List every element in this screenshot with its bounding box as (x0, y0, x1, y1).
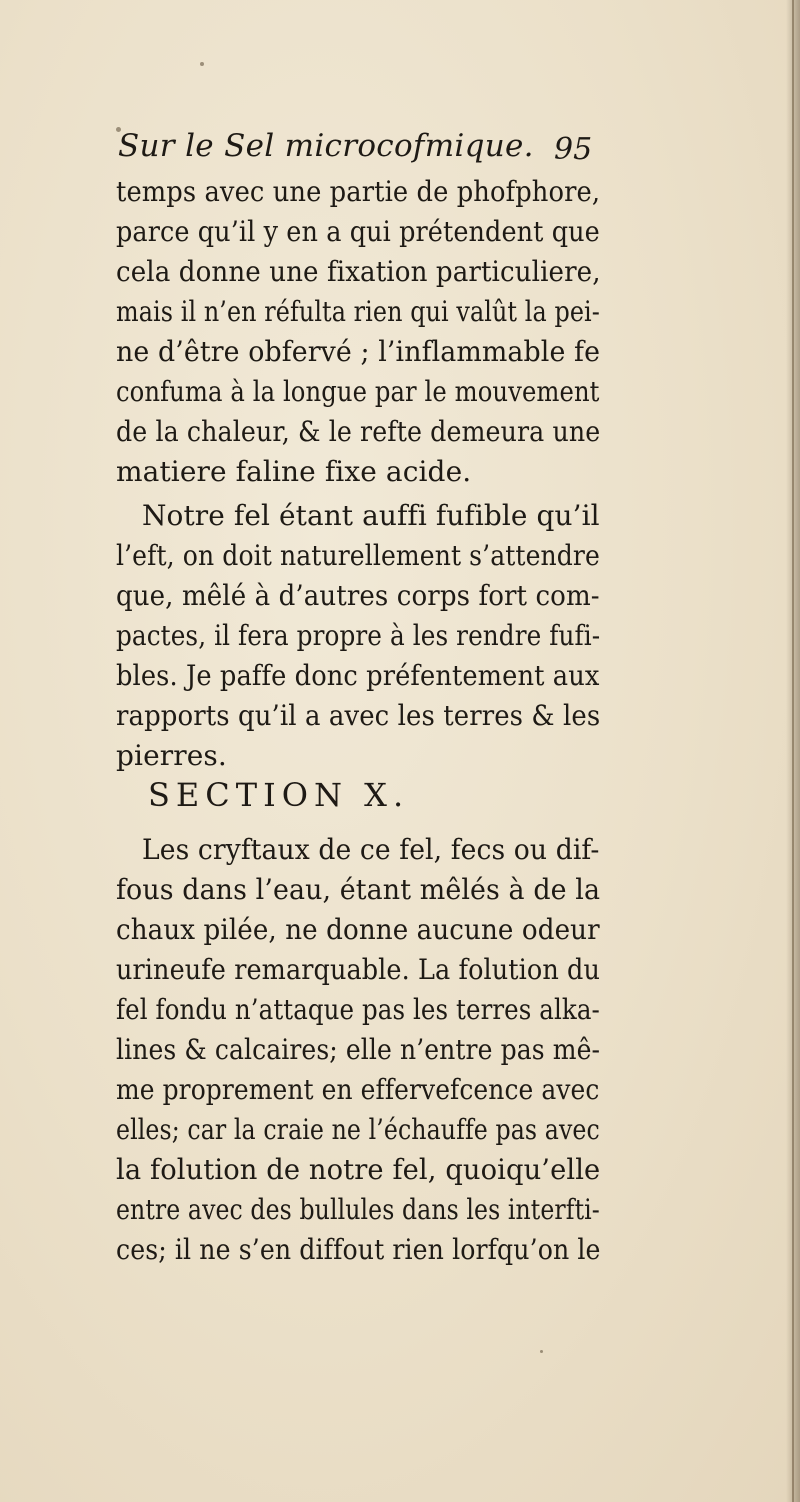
text-line: Les cryftaux de ce fel, fecs ou dif- (142, 833, 600, 866)
page-number: 95 (554, 132, 593, 167)
text-line: fous dans l’eau, étant mêlés à de la (116, 873, 601, 906)
text-line: l’eft, on doit naturellement s’attendre (116, 539, 600, 572)
text-line: Notre fel étant auffi fufible qu’il (142, 499, 600, 532)
section-heading: SECTION X. (148, 776, 410, 814)
text-line: chaux pilée, ne donne aucune odeur (116, 913, 600, 946)
text-line: me proprement en effervefcence avec (116, 1073, 600, 1106)
text-line: ne d’être obfervé ; l’inflammable fe (116, 335, 601, 368)
text-line: rapports qu’il a avec les terres & les (116, 699, 601, 732)
text-line: lines & calcaires; elle n’entre pas mê- (116, 1033, 601, 1066)
text-line: temps avec une partie de phofphore, (116, 175, 601, 208)
text-line: cela donne une fixation particuliere, (116, 255, 601, 288)
running-title: Sur le Sel microcofmique. (118, 128, 534, 164)
text-line: pactes, il fera propre à les rendre fufi- (116, 619, 601, 652)
text-line: fel fondu n’attaque pas les terres alka- (116, 993, 600, 1026)
text-line: de la chaleur, & le refte demeura une (116, 415, 601, 448)
text-line: la folution de notre fel, quoiqu’elle (116, 1153, 601, 1186)
text-line: entre avec des bullules dans les interfti- (116, 1193, 600, 1226)
text-line: mais il n’en réfulta rien qui valût la pei- (116, 295, 600, 328)
text-line: urineufe remarquable. La folution du (116, 953, 600, 986)
text-line: bles. Je paffe donc préfentement aux (116, 659, 600, 692)
paper-speck (540, 1350, 543, 1353)
text-line: matiere faline fixe acide. (116, 455, 472, 488)
paper-speck (200, 62, 204, 66)
text-line: que, mêlé à d’autres corps fort com- (116, 579, 600, 612)
text-line: confuma à la longue par le mouvement (116, 375, 600, 408)
text-line: ces; il ne s’en diffout rien lorfqu’on le (116, 1233, 601, 1266)
text-line: elles; car la craie ne l’échauffe pas avec (116, 1113, 600, 1146)
page-header (118, 128, 598, 172)
text-line: parce qu’il y en a qui prétendent que (116, 215, 600, 248)
text-line: pierres. (116, 739, 227, 772)
page-edge-line (792, 0, 794, 1502)
